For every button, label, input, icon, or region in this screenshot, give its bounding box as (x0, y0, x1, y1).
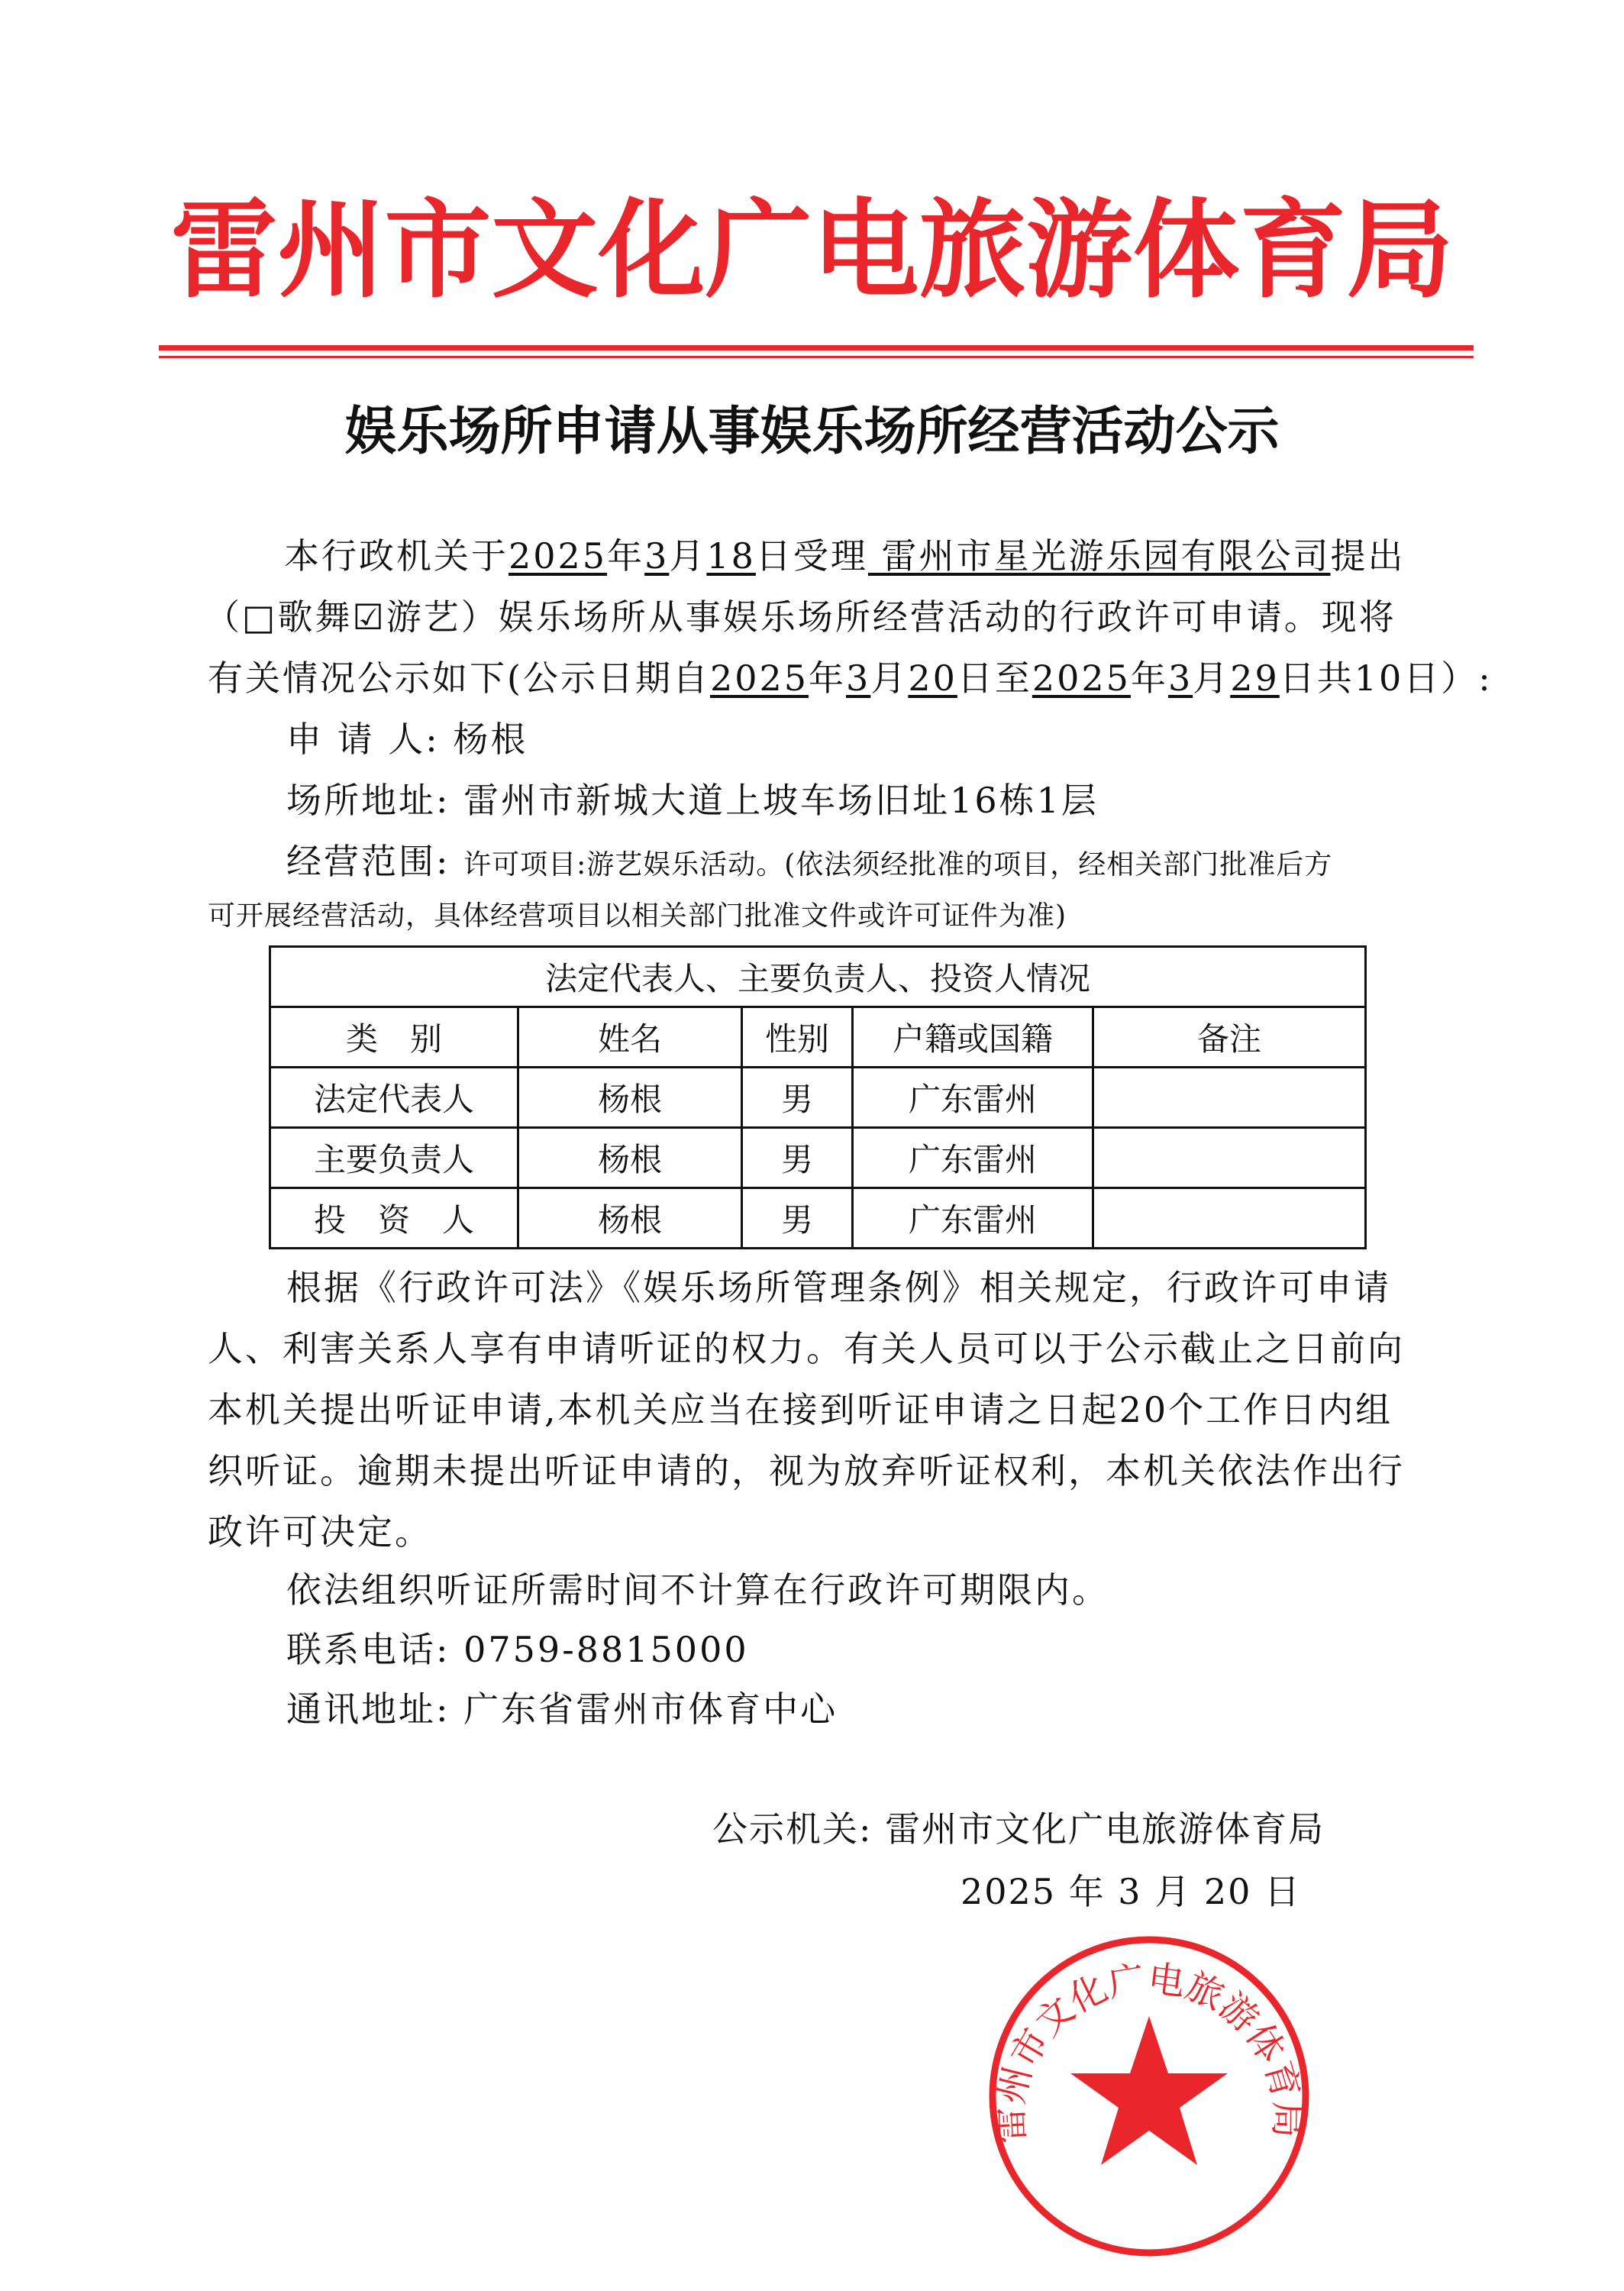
agency-letterhead: 雷州市文化广电旅游体育局 (170, 192, 1454, 311)
body-line: 根据《行政许可法》《娱乐场所管理条例》相关规定，行政许可申请 (286, 1267, 1391, 1308)
seal-text: 雷州市文化广电旅游体育局 (990, 1959, 1308, 2144)
hearing-note: 依法组织听证所需时间不计算在行政许可期限内。 (286, 1569, 1109, 1611)
cell: 法定代表人 (270, 1068, 518, 1128)
intro-line-2: （□歌舞☑游艺）娱乐场所从事娱乐场所经营活动的行政许可申请。现将 (205, 596, 1396, 638)
cell: 杨根 (518, 1128, 742, 1188)
letterhead-rule-thin (159, 356, 1474, 358)
mail-address-field: 通讯地址: 广东省雷州市体育中心 (286, 1688, 838, 1730)
col-header: 户籍或国籍 (853, 1007, 1093, 1068)
body-line: 织听证。逾期未提出听证申请的，视为放弃听证权利，本机关依法作出行 (208, 1450, 1405, 1491)
official-seal (985, 1932, 1313, 2260)
document-title: 娱乐场所申请从事娱乐场所经营活动公示 (344, 401, 1280, 462)
col-header: 姓名 (518, 1007, 742, 1068)
phone-field: 联系电话: 0759-8815000 (286, 1629, 749, 1670)
applicant-field: 申 请 人: 杨根 (286, 719, 528, 760)
body-line: 本机关提出听证申请,本机关应当在接到听证申请之日起20个工作日内组 (208, 1389, 1393, 1430)
letterhead-rule-thick (159, 345, 1474, 351)
cell: 广东雷州 (853, 1188, 1093, 1249)
cell: 杨根 (518, 1188, 742, 1249)
body-line: 政许可决定。 (208, 1511, 432, 1553)
table-row (270, 1068, 1366, 1128)
cell: 男 (742, 1128, 853, 1188)
cell: 主要负责人 (270, 1128, 518, 1188)
cell: 广东雷州 (853, 1128, 1093, 1188)
cell: 投 资 人 (270, 1188, 518, 1249)
intro-line-1: 本行政机关于2025年3月18日受理 雷州市星光游乐园有限公司提出 (284, 535, 1406, 577)
company-name: 雷州市星光游乐园有限公司 (867, 535, 1331, 577)
star-icon (1070, 2016, 1228, 2165)
scope-field: 经营范围: 许可项目:游艺娱乐活动。(依法须经批准的项目，经相关部门批准后方 (286, 841, 1333, 882)
issuing-agency: 公示机关: 雷州市文化广电旅游体育局 (712, 1808, 1325, 1850)
col-header: 性别 (742, 1007, 853, 1068)
intro-line-3: 有关情况公示如下(公示日期自2025年3月20日至2025年3月29日共10日）: (208, 658, 1493, 699)
cell (1093, 1128, 1366, 1188)
table-row (270, 1128, 1366, 1188)
cell (1093, 1188, 1366, 1249)
table-header-row (270, 1007, 1366, 1068)
cell: 男 (742, 1188, 853, 1249)
table-row (270, 1188, 1366, 1249)
persons-table (269, 945, 1367, 1249)
address-field: 场所地址: 雷州市新城大道上坡车场旧址16栋1层 (286, 780, 1099, 821)
cell: 杨根 (518, 1068, 742, 1128)
col-header: 备注 (1093, 1007, 1366, 1068)
col-header: 类 别 (270, 1007, 518, 1068)
table-caption: 法定代表人、主要负责人、投资人情况 (270, 947, 1366, 1007)
cell: 男 (742, 1068, 853, 1128)
scope-continued: 可开展经营活动，具体经营项目以相关部门批准文件或许可证件为准) (208, 900, 1067, 932)
cell (1093, 1068, 1366, 1128)
body-line: 人、利害关系人享有申请听证的权力。有关人员可以于公示截止之日前向 (208, 1328, 1405, 1369)
issue-date: 2025 年 3 月 20 日 (961, 1871, 1301, 1912)
cell: 广东雷州 (853, 1068, 1093, 1128)
